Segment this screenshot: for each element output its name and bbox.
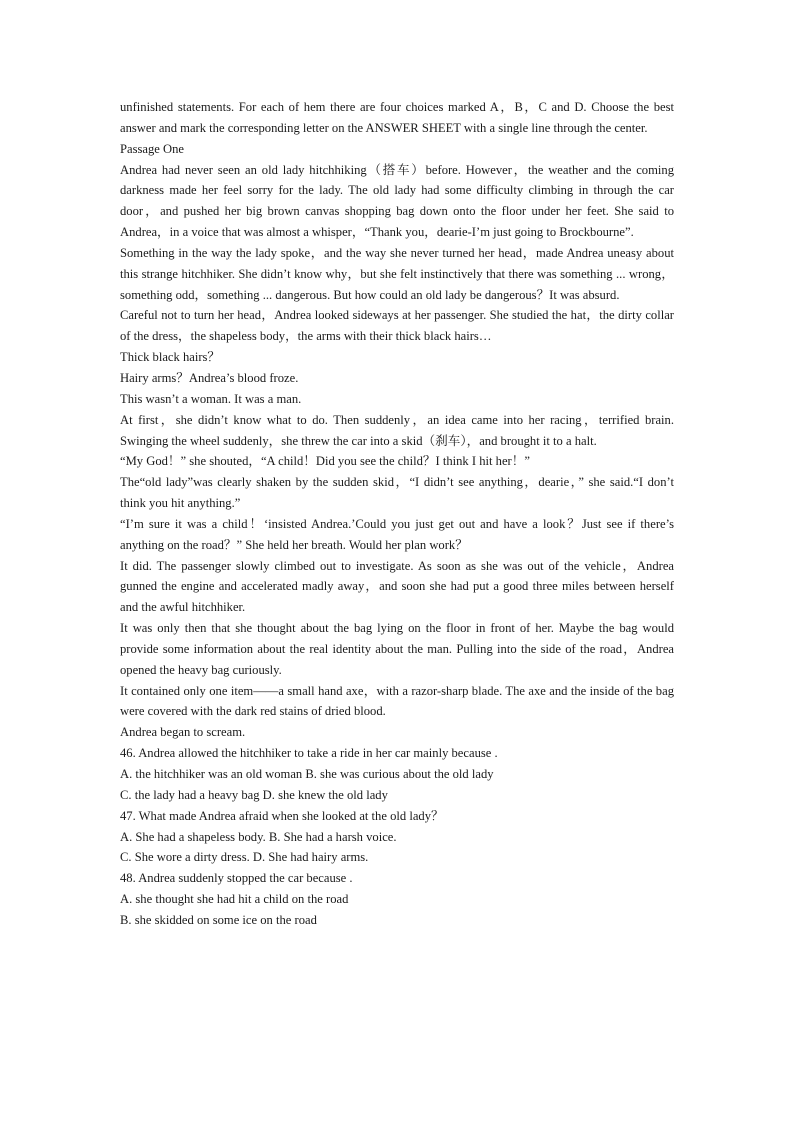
question-47-options-ab: A. She had a shapeless body. B. She had a harsh voice. [120,829,397,844]
passage-paragraph-13: It contained only one item——a small hand axe，with a razor-sharp blade. The axe and the inside of the bag were covered with the dark red stains of dried blood. [120,683,674,719]
passage-paragraph-6: This wasn’t a woman. It was a man. [120,391,302,406]
question-48-option-b: B. she skidded on some ice on the road [120,912,317,927]
passage-paragraph-4: Thick black hairs？ [120,350,221,365]
passage-paragraph-11: It did. The passenger slowly climbed out to investigate. As soon as she was out of the vehicle，Andrea gunned the engine and accelerated madly away，and soon she had put a good three miles between herself and the awful hitchhiker. [120,558,674,615]
passage-title: Passage One [120,141,185,156]
passage-paragraph-3: Careful not to turn her head，Andrea looked sideways at her passenger. She studied the hat，the dirty collar of the dress，the shapeless body，the arms with their thick black hairs… [120,308,674,344]
question-46: 46. Andrea allowed the hitchhiker to take a ride in her car mainly because . [120,746,498,761]
passage-paragraph-14: Andrea began to scream. [120,725,246,740]
passage-paragraph-2: Something in the way the lady spoke，and the way she never turned her head，made Andrea uneasy about this strange hitchhiker. She didn’t know why，but she felt instinctively that there was something ... wrong，something odd，something ... dangerous. But how could an old lady be dangerous？It was absurd. [120,245,674,302]
passage-paragraph-7: At first，she didn’t know what to do. Then suddenly，an idea came into her racing，terrified brain. Swinging the wheel suddenly，she threw the car into a skid（刹车），and brought it to a halt. [120,412,674,448]
question-47: 47. What made Andrea afraid when she looked at the old lady？ [120,808,444,823]
question-46-options-ab: A. the hitchhiker was an old woman B. she was curious about the old lady [120,767,494,781]
passage-paragraph-5: Hairy arms？Andrea’s blood froze. [120,370,299,385]
question-48: 48. Andrea suddenly stopped the car because . [120,871,353,886]
passage-paragraph-12: It was only then that she thought about the bag lying on the floor in front of her. Maybe the bag would provide some information about the real identity about the man. Pulling into the side of the road，Andrea opened the heavy bag curiously. [120,621,674,677]
passage-paragraph-10: “I’m sure it was a child！‘insisted Andrea.’Could you just get out and have a look？Just see if there’s anything on the road？” She held her breath. Would her plan work？ [120,516,674,552]
passage-paragraph-8: “My God！” she shouted，“A child！Did you see the child？I think I hit her！” [120,454,530,469]
question-47-options-cd: C. She wore a dirty dress. D. She had hairy arms. [120,850,369,865]
question-46-options-cd: C. the lady had a heavy bag D. she knew the old lady [120,787,388,802]
passage-paragraph-9: The“old lady”was clearly shaken by the sudden skid，“I didn’t see anything，dearie，” she said.“I don’t think you hit anything.” [120,475,674,511]
question-48-option-a: A. she thought she had hit a child on the road [120,892,349,907]
passage-paragraph-1: Andrea had never seen an old lady hitchhiking（搭车）before. However，the weather and the coming darkness made her feel sorry for the lady. The old lady had some difficulty climbing in through the car door，and pushed her big brown canvas shopping bag down onto the floor under her feet. She said to Andrea，in a voice that was almost a whisper，“Thank you，dearie-I’m just going to Brockbourne”. [120,162,674,240]
document-body [120,97,674,931]
instructions-paragraph: unfinished statements. For each of hem there are four choices marked A，B，C and D. Choose the best answer and mark the corresponding letter on the ANSWER SHEET with a single line through the center. [120,100,674,135]
